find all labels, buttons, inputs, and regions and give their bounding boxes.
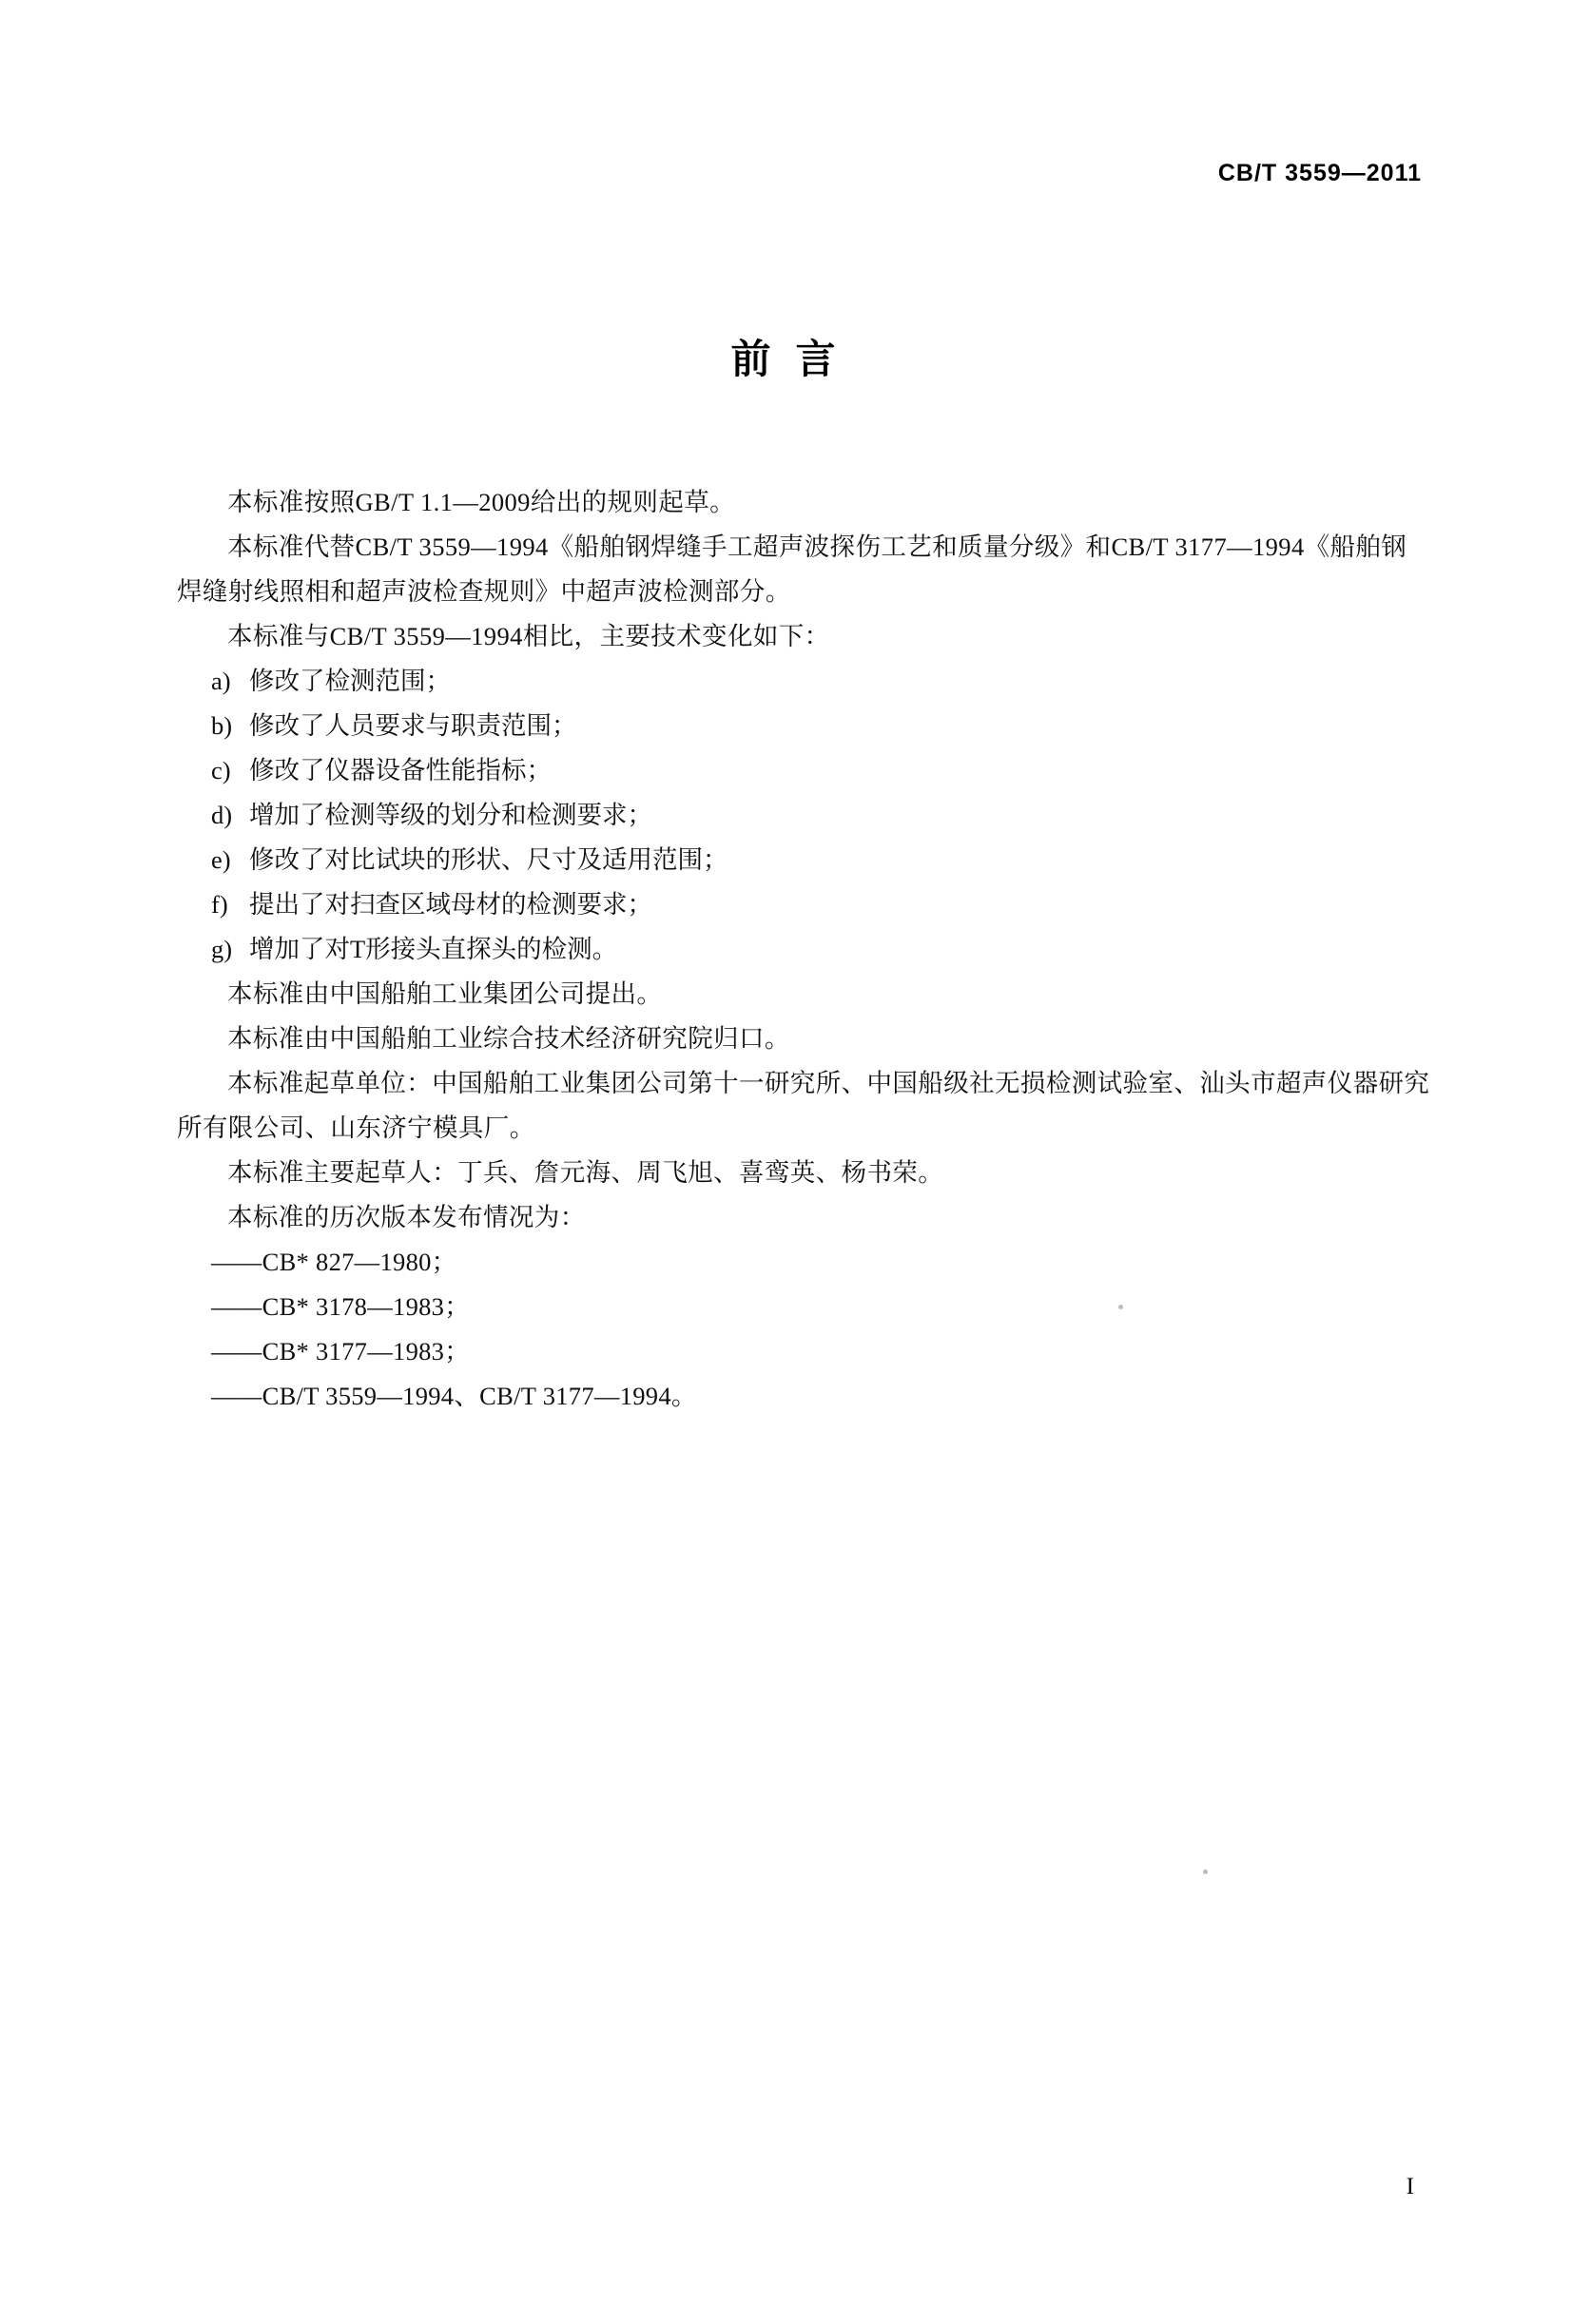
paragraph: 本标准的历次版本发布情况为： xyxy=(227,1203,586,1231)
list-item-marker: d) xyxy=(211,801,233,829)
list-item xyxy=(177,838,1432,882)
document-body xyxy=(177,480,1432,1419)
list-item: ——CB* 3178—1983； xyxy=(211,1292,471,1321)
list-item xyxy=(177,927,1432,972)
page-title: 前言 xyxy=(730,339,861,382)
list-item-label: 提出了对扫查区域母材的检测要求； xyxy=(249,890,652,919)
list-item: ——CB* 827—1980； xyxy=(211,1248,457,1276)
paragraph: 本标准与CB/T 3559—1994相比，主要技术变化如下： xyxy=(227,622,830,650)
list-item xyxy=(177,704,1432,748)
list-item-label: 增加了对T形接头直探头的检测。 xyxy=(249,935,618,963)
list-item-label: 修改了仪器设备性能指标； xyxy=(249,756,552,784)
version-history-list xyxy=(177,1240,1432,1419)
list-item-marker: a) xyxy=(211,667,231,695)
paragraph: 本标准代替CB/T 3559—1994《船舶钢焊缝手工超声波探伤工艺和质量分级》和CB/T 3177—1994《船舶钢焊缝射线照相和超声波检查规则》中超声波检测部分。 xyxy=(177,533,1407,606)
scan-speck xyxy=(1203,1869,1208,1874)
list-item-label: 修改了检测范围； xyxy=(249,667,451,695)
list-item-marker: f) xyxy=(211,890,228,919)
page-number: I xyxy=(1406,2174,1414,2199)
scan-speck xyxy=(1118,1305,1123,1309)
list-item: ——CB/T 3559—1994、CB/T 3177—1994。 xyxy=(211,1382,697,1410)
list-item xyxy=(177,793,1432,838)
list-item-label: 修改了人员要求与职责范围； xyxy=(249,711,577,740)
list-item-marker: b) xyxy=(211,711,233,740)
paragraph: 本标准起草单位：中国船舶工业集团公司第十一研究所、中国船级社无损检测试验室、汕头市超声仪器研究所有限公司、山东济宁模具厂。 xyxy=(177,1069,1430,1142)
list-item xyxy=(177,659,1432,704)
paragraph: 本标准由中国船舶工业综合技术经济研究院归口。 xyxy=(227,1024,790,1053)
paragraph: 本标准由中国船舶工业集团公司提出。 xyxy=(227,979,663,1008)
list-item xyxy=(177,748,1432,793)
list-item-label: 修改了对比试块的形状、尺寸及适用范围； xyxy=(249,845,728,874)
list-item-marker: e) xyxy=(211,845,231,874)
list-item: ——CB* 3177—1983； xyxy=(211,1337,471,1365)
paragraph: 本标准主要起草人：丁兵、詹元海、周飞旭、喜鸾英、杨书荣。 xyxy=(227,1158,944,1187)
list-item-marker: c) xyxy=(211,756,231,784)
paragraph: 本标准按照GB/T 1.1—2009给出的规则起草。 xyxy=(227,488,736,516)
list-item-label: 增加了检测等级的划分和检测要求； xyxy=(249,801,652,829)
changes-list xyxy=(177,659,1432,972)
page-header-standard-code: CB/T 3559—2011 xyxy=(1217,160,1422,186)
list-item-marker: g) xyxy=(211,935,233,963)
list-item xyxy=(177,882,1432,927)
